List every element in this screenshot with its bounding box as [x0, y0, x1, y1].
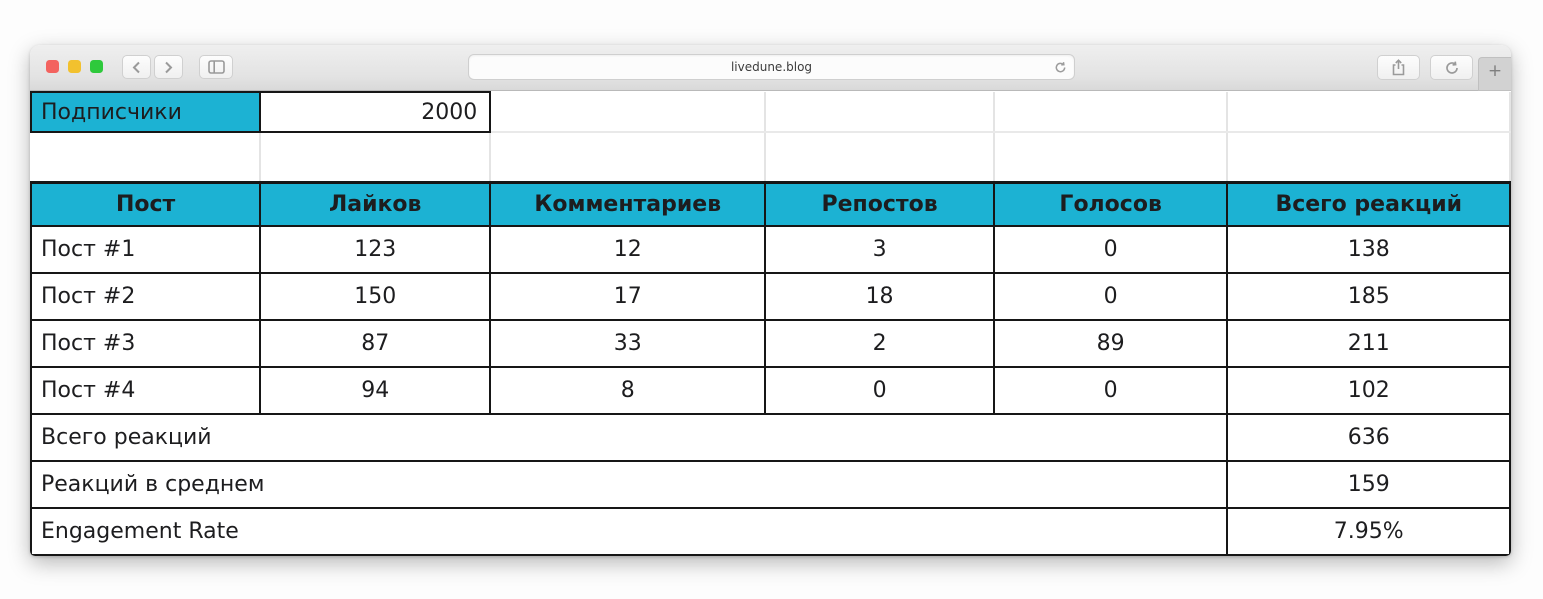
empty-cell — [994, 132, 1228, 182]
summary-row-engagement-rate — [31, 508, 1510, 555]
summary-value: 159 — [1227, 461, 1510, 508]
total-cell: 185 — [1227, 273, 1510, 320]
post-row — [31, 226, 1510, 273]
header-cell-comments: Комментариев — [490, 182, 765, 226]
header-cell-reposts: Репостов — [765, 182, 994, 226]
empty-cell — [1227, 92, 1510, 132]
summary-label: Реакций в среднем — [31, 461, 1227, 508]
plus-icon: + — [1487, 61, 1503, 81]
header-cell-likes: Лайков — [260, 182, 490, 226]
share-icon — [1391, 59, 1406, 76]
empty-cell — [260, 132, 490, 182]
share-button[interactable] — [1377, 55, 1420, 80]
header-cell-total-reactions: Всего реакций — [1227, 182, 1510, 226]
close-window-button[interactable] — [46, 60, 59, 73]
post-row — [31, 273, 1510, 320]
empty-cell — [765, 92, 994, 132]
address-bar[interactable] — [468, 54, 1075, 80]
post-name-cell: Пост #3 — [31, 320, 260, 367]
comments-cell: 33 — [490, 320, 765, 367]
likes-cell: 150 — [260, 273, 490, 320]
address-bar-url: livedune.blog — [730, 60, 813, 74]
spreadsheet — [30, 91, 1511, 556]
likes-cell: 87 — [260, 320, 490, 367]
subscribers-label: Подписчики — [31, 92, 260, 132]
tab-overview-button[interactable] — [1430, 55, 1473, 80]
likes-cell: 123 — [260, 226, 490, 273]
header-cell-votes: Голосов — [994, 182, 1228, 226]
chevron-right-icon — [164, 61, 173, 74]
total-cell: 211 — [1227, 320, 1510, 367]
minimize-window-button[interactable] — [68, 60, 81, 73]
total-cell: 102 — [1227, 367, 1510, 414]
comments-cell: 8 — [490, 367, 765, 414]
reload-icon — [1054, 61, 1067, 74]
post-name-cell: Пост #1 — [31, 226, 260, 273]
likes-cell: 94 — [260, 367, 490, 414]
reposts-cell: 18 — [765, 273, 994, 320]
votes-cell: 0 — [994, 226, 1228, 273]
refresh-circle-icon — [1444, 60, 1460, 76]
empty-cell — [994, 92, 1228, 132]
post-row — [31, 320, 1510, 367]
comments-cell: 17 — [490, 273, 765, 320]
sidebar-icon — [208, 60, 225, 74]
reposts-cell: 0 — [765, 367, 994, 414]
empty-cell — [490, 132, 765, 182]
chevron-left-icon — [132, 61, 141, 74]
empty-cell — [765, 132, 994, 182]
empty-cell — [31, 132, 260, 182]
summary-label: Engagement Rate — [31, 508, 1227, 555]
post-name-cell: Пост #4 — [31, 367, 260, 414]
empty-cell — [490, 92, 765, 132]
forward-button[interactable] — [154, 55, 183, 79]
sidebar-toggle-button[interactable] — [199, 55, 233, 79]
subscribers-value: 2000 — [260, 92, 490, 132]
summary-value: 7.95% — [1227, 508, 1510, 555]
summary-value: 636 — [1227, 414, 1510, 461]
reposts-cell: 2 — [765, 320, 994, 367]
summary-label: Всего реакций — [31, 414, 1227, 461]
post-name-cell: Пост #2 — [31, 273, 260, 320]
browser-chrome — [30, 45, 1511, 91]
zoom-window-button[interactable] — [90, 60, 103, 73]
votes-cell: 89 — [994, 320, 1228, 367]
table-header-row — [31, 182, 1510, 226]
votes-cell: 0 — [994, 273, 1228, 320]
browser-window — [30, 45, 1511, 556]
new-tab-button[interactable] — [1478, 57, 1511, 91]
total-cell: 138 — [1227, 226, 1510, 273]
engagement-table — [30, 91, 1511, 556]
summary-row-total-reactions — [31, 414, 1510, 461]
back-button[interactable] — [122, 55, 151, 79]
header-cell-post: Пост — [31, 182, 260, 226]
votes-cell: 0 — [994, 367, 1228, 414]
post-row — [31, 367, 1510, 414]
reposts-cell: 3 — [765, 226, 994, 273]
empty-cell — [1227, 132, 1510, 182]
empty-row — [31, 132, 1510, 182]
subscribers-row — [31, 92, 1510, 132]
reload-button[interactable] — [1054, 61, 1067, 74]
summary-row-average-reactions — [31, 461, 1510, 508]
window-controls — [46, 60, 103, 73]
comments-cell: 12 — [490, 226, 765, 273]
